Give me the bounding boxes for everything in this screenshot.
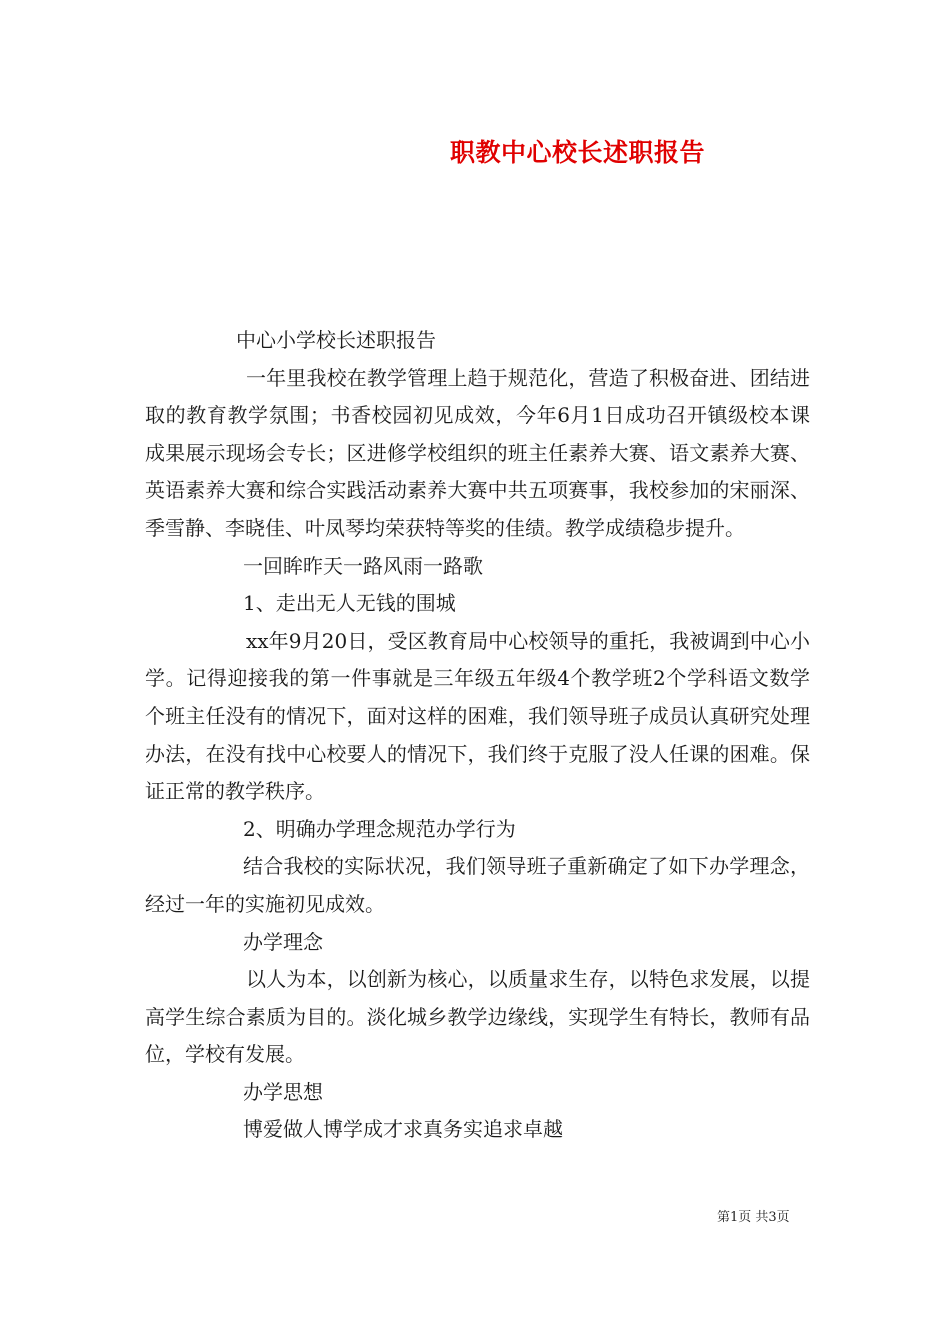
paragraph-body: xx年9月20日，受区教育局中心校领导的重托，我被调到中心小学。记得迎接我的第一件事就是三年级五年级4个教学班2个学科语文数学个班主任没有的情况下，面对这样的困难，我们领导班子成员认真研究处理办法，在没有找中心校要人的情况下，我们终于克服了没人任课的困难。保证正常的教学秩序。 [145,628,810,804]
section-heading: 办学思想 [243,1079,323,1104]
paragraph-summary: 一年里我校在教学管理上趋于规范化，营造了积极奋进、团结进取的教育教学氛围；书香校园初见成效，今年6月1日成功召开镇级校本课成果展示现场会专长；区进修学校组织的班主任素养大赛、语文素养大赛、英语素养大赛和综合实践活动素养大赛中共五项赛事，我校参加的宋丽深、季雪静、李晓佳、叶凤琴均荣获特等奖的佳绩。教学成绩稳步提升。 [145,365,810,540]
section-heading: 一回眸昨天一路风雨一路歌 [243,553,483,578]
paragraph-body: 结合我校的实际状况，我们领导班子重新确定了如下办学理念，经过一年的实施初见成效。 [145,854,810,916]
page-number: 第1页 共3页 [717,1210,790,1225]
document-body [145,322,810,1149]
subtitle: 中心小学校长述职报告 [236,328,436,352]
paragraph-body: 博爱做人博学成才求真务实追求卓越 [243,1117,563,1142]
section-heading: 2、明确办学理念规范办学行为 [243,816,516,841]
paragraph-body: 以人为本，以创新为核心，以质量求生存，以特色求发展，以提高学生综合素质为目的。淡化城乡教学边缘线，实现学生有特长，教师有品位，学校有发展。 [145,967,810,1067]
section-heading: 1、走出无人无钱的围城 [243,591,456,616]
page-title: 职教中心校长述职报告 [450,138,706,167]
section-heading: 办学理念 [243,929,323,954]
